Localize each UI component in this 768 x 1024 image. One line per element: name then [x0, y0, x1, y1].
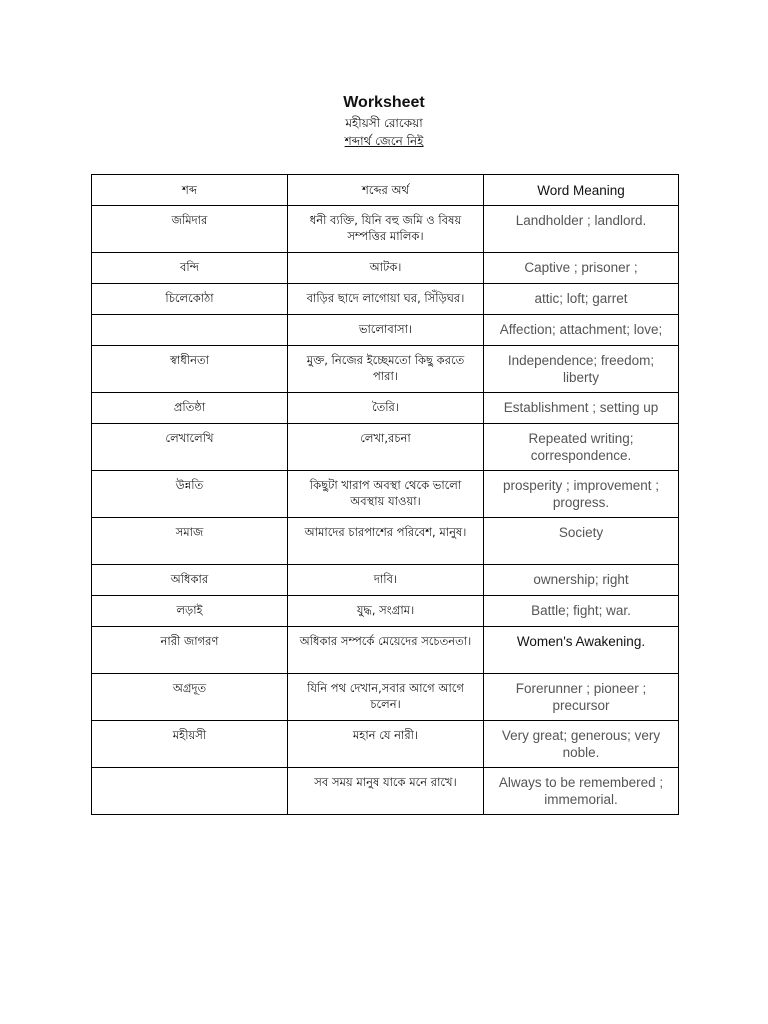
meaning-bn-cell: আটক।: [288, 253, 484, 284]
page-subtitle: মহীয়সী রোকেয়া: [345, 116, 423, 130]
worksheet-header: [0, 92, 768, 150]
meaning-en-cell: Repeated writing; correspondence.: [484, 424, 679, 471]
meaning-en-cell: prosperity ; improvement ; progress.: [484, 471, 679, 518]
table-row: [92, 768, 679, 815]
word-cell: সমাজ: [92, 518, 288, 565]
meaning-bn-cell: লেখা,রচনা: [288, 424, 484, 471]
meaning-bn-cell: বাড়ির ছাদে লাগোয়া ঘর, সিঁড়িঘর।: [288, 284, 484, 315]
section-heading: শব্দার্থ জেনে নিই: [344, 134, 424, 148]
meaning-bn-cell: দাবি।: [288, 565, 484, 596]
page-title: Worksheet: [343, 94, 425, 111]
meaning-bn-cell: মহান যে নারী।: [288, 721, 484, 768]
word-cell: চিলেকোঠা: [92, 284, 288, 315]
meaning-en-cell: Women's Awakening.: [484, 627, 679, 674]
meaning-bn-cell: ধনী ব্যক্তি, যিনি বহু জমি ও বিষয় সম্পত্তির মালিক।: [288, 206, 484, 253]
word-cell: বন্দি: [92, 253, 288, 284]
meaning-en-cell: Independence; freedom; liberty: [484, 346, 679, 393]
table-row: [92, 346, 679, 393]
meaning-bn-cell: মুক্ত, নিজের ইচ্ছেমতো কিছু করতে পারা।: [288, 346, 484, 393]
table-row: [92, 596, 679, 627]
column-header-meaning-en: Word Meaning: [484, 175, 679, 206]
word-cell: [92, 315, 288, 346]
table-header-row: [92, 175, 679, 206]
table-row: [92, 424, 679, 471]
meaning-bn-cell: কিছুটা খারাপ অবস্থা থেকে ভালো অবস্থায় যাওয়া।: [288, 471, 484, 518]
word-cell: মহীয়সী: [92, 721, 288, 768]
meaning-en-cell: Affection; attachment; love;: [484, 315, 679, 346]
meaning-bn-cell: তৈরি।: [288, 393, 484, 424]
meaning-en-cell: Establishment ; setting up: [484, 393, 679, 424]
meaning-en-cell: ownership; right: [484, 565, 679, 596]
table-row: [92, 284, 679, 315]
table-row: [92, 565, 679, 596]
table-row: [92, 721, 679, 768]
meaning-bn-cell: যুদ্ধ, সংগ্রাম।: [288, 596, 484, 627]
meaning-bn-cell: সব সময় মানুষ যাকে মনে রাখে।: [288, 768, 484, 815]
meaning-bn-cell: যিনি পথ দেখান,সবার আগে আগে চলেন।: [288, 674, 484, 721]
meaning-bn-cell: অধিকার সম্পর্কে মেয়েদের সচেতনতা।: [288, 627, 484, 674]
table-row: [92, 471, 679, 518]
word-cell: নারী জাগরণ: [92, 627, 288, 674]
meaning-en-cell: Captive ; prisoner ;: [484, 253, 679, 284]
column-header-meaning-bn: শব্দের অর্থ: [288, 175, 484, 206]
vocabulary-table: [91, 174, 679, 815]
meaning-en-cell: Forerunner ; pioneer ; precursor: [484, 674, 679, 721]
word-cell: উন্নতি: [92, 471, 288, 518]
word-cell: প্রতিষ্ঠা: [92, 393, 288, 424]
meaning-bn-cell: ভালোবাসা।: [288, 315, 484, 346]
word-cell: অধিকার: [92, 565, 288, 596]
meaning-en-cell: Society: [484, 518, 679, 565]
word-cell: লড়াই: [92, 596, 288, 627]
column-header-word: শব্দ: [92, 175, 288, 206]
word-cell: অগ্রদূত: [92, 674, 288, 721]
word-cell: স্বাধীনতা: [92, 346, 288, 393]
meaning-en-cell: Landholder ; landlord.: [484, 206, 679, 253]
table-row: [92, 206, 679, 253]
meaning-en-cell: attic; loft; garret: [484, 284, 679, 315]
table-row: [92, 253, 679, 284]
meaning-bn-cell: আমাদের চারপাশের পরিবেশ, মানুষ।: [288, 518, 484, 565]
meaning-en-cell: Battle; fight; war.: [484, 596, 679, 627]
table-row: [92, 674, 679, 721]
table-row: [92, 393, 679, 424]
table-row: [92, 315, 679, 346]
word-cell: [92, 768, 288, 815]
word-cell: জমিদার: [92, 206, 288, 253]
table-row: [92, 518, 679, 565]
word-cell: লেখালেখি: [92, 424, 288, 471]
table-row: [92, 627, 679, 674]
meaning-en-cell: Very great; generous; very noble.: [484, 721, 679, 768]
meaning-en-cell: Always to be remembered ; immemorial.: [484, 768, 679, 815]
